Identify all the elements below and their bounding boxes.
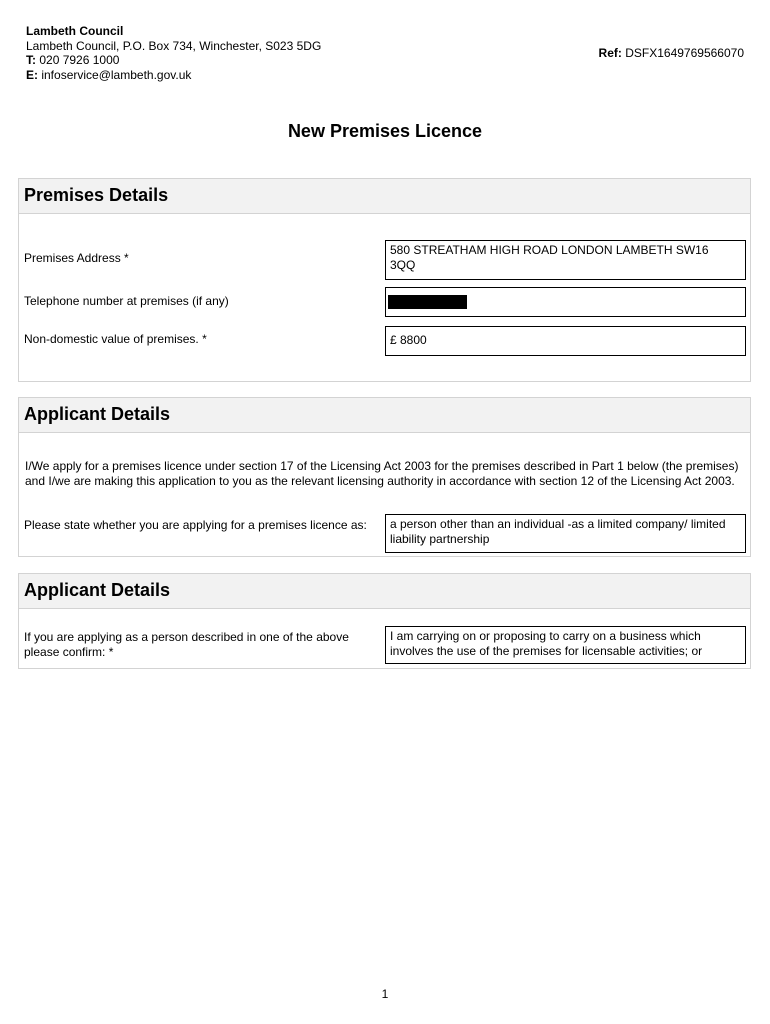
premises-address-line2: 3QQ — [390, 258, 416, 272]
council-name: Lambeth Council — [26, 24, 124, 38]
premises-address-line1: 580 STREATHAM HIGH ROAD LONDON LAMBETH SW16 — [390, 243, 709, 257]
premises-phone-label: Telephone number at premises (if any) — [24, 294, 229, 308]
section-heading: Premises Details — [19, 179, 750, 214]
applicant-type-field: a person other than an individual -as a limited company/ limited liability partnership — [385, 514, 746, 553]
redaction-block — [388, 295, 467, 309]
email-label: E: — [26, 67, 38, 82]
council-email: infoservice@lambeth.gov.uk — [41, 67, 192, 82]
applicant-details-section — [18, 397, 751, 557]
applicant-confirm-field: I am carrying on or proposing to carry on a business which involves the use of the premises for licensable activities; or — [385, 626, 746, 664]
premises-address-field — [385, 240, 746, 280]
section-heading: Applicant Details — [19, 574, 750, 609]
premises-phone-field — [385, 287, 746, 317]
section-heading: Applicant Details — [19, 398, 750, 433]
council-phone-line — [26, 53, 321, 68]
applicant-type-label: Please state whether you are applying for a premises licence as: — [24, 518, 367, 532]
reference-label: Ref: — [598, 46, 622, 60]
council-contact-block — [26, 24, 321, 82]
reference-number: DSFX1649769566070 — [625, 46, 744, 60]
premises-details-section — [18, 178, 751, 382]
application-intro-text: I/We apply for a premises licence under section 17 of the Licensing Act 2003 for the premises described in Part 1 below (the premises) and I/we are making this application to you as the relevant licensing authority in accordance with section 12 of the Licensing Act 2003. — [25, 459, 739, 488]
phone-label: T: — [26, 53, 36, 68]
applicant-confirmation-section — [18, 573, 751, 669]
premises-value-label: Non-domestic value of premises. * — [24, 332, 207, 346]
applicant-confirm-label: If you are applying as a person described in one of the above please confirm: * — [24, 630, 349, 659]
council-address: Lambeth Council, P.O. Box 734, Winchester, S023 5DG — [26, 38, 322, 53]
council-email-line — [26, 68, 321, 83]
premises-address-label: Premises Address * — [24, 251, 129, 265]
reference — [599, 46, 744, 60]
council-phone: 020 7926 1000 — [39, 53, 120, 68]
premises-value-field: £ 8800 — [385, 326, 746, 356]
document-title: New Premises Licence — [287, 121, 483, 141]
page-number: 1 — [381, 987, 389, 1001]
